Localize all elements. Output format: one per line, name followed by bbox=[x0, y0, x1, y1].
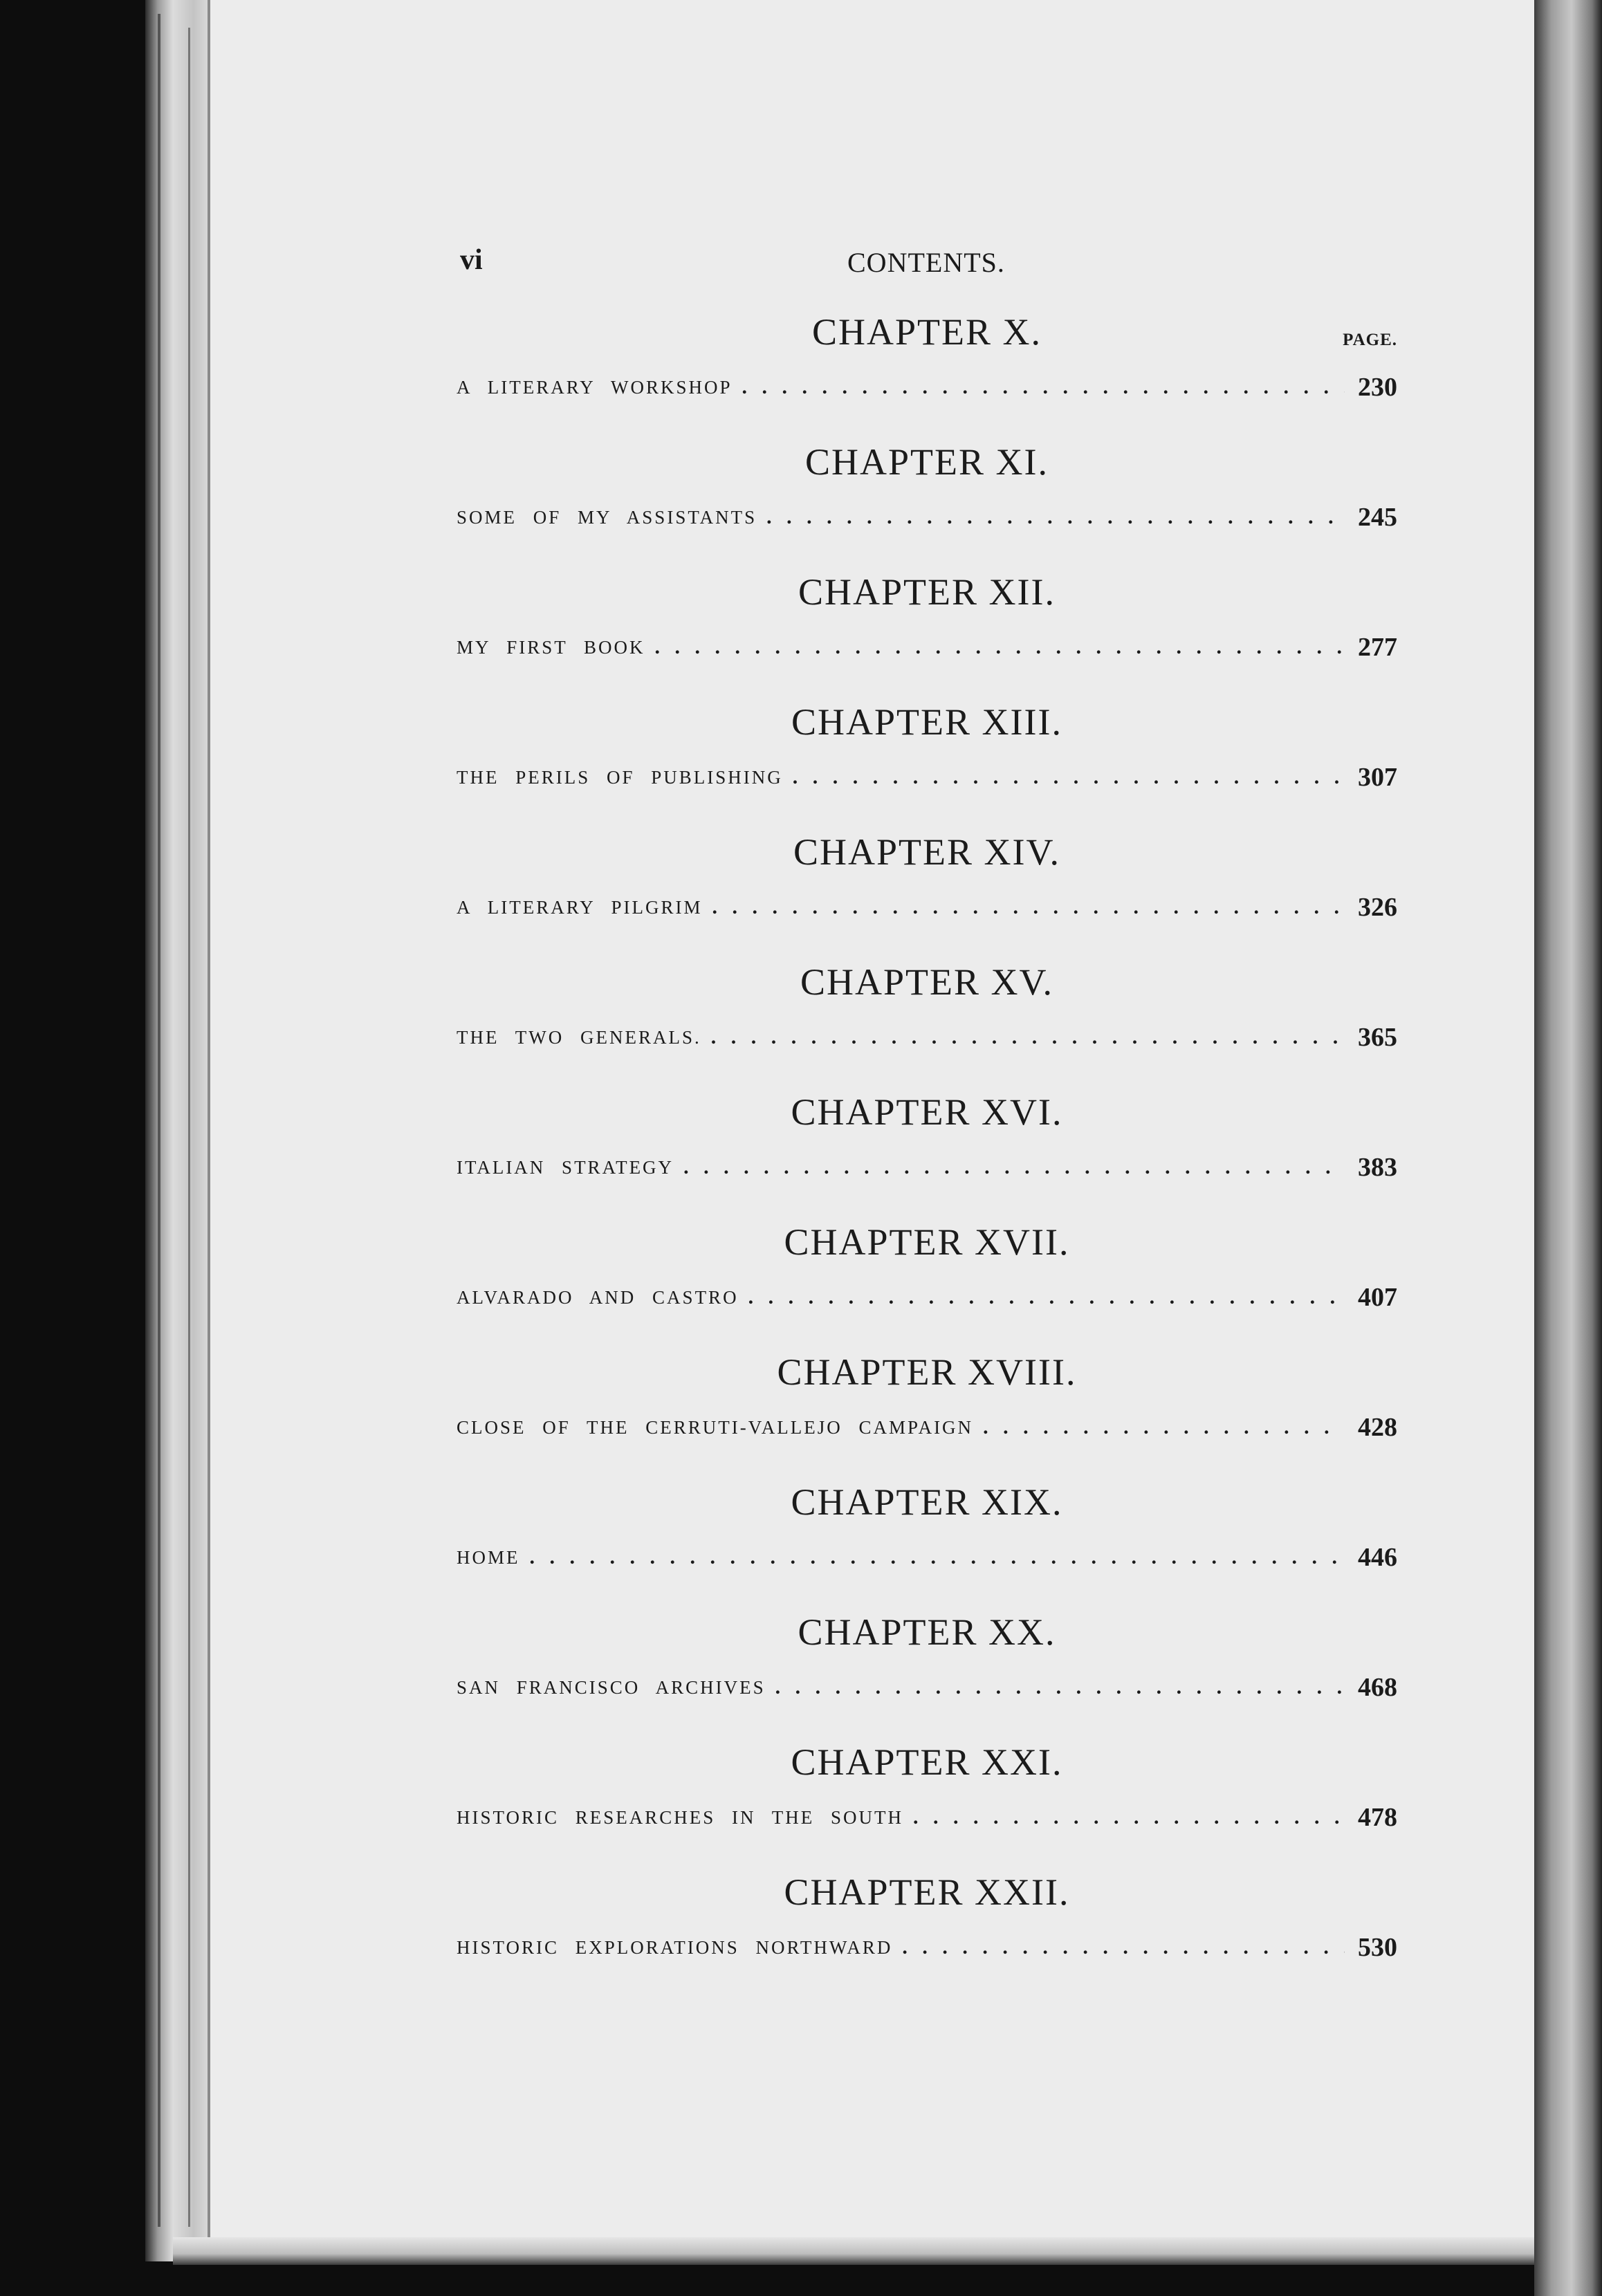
chapter-title: ITALIAN STRATEGY bbox=[457, 1157, 674, 1178]
toc-entry bbox=[457, 1408, 1397, 1441]
dot-leader bbox=[748, 1284, 1345, 1311]
dot-leader bbox=[913, 1804, 1345, 1831]
page-bottom-edge bbox=[173, 2237, 1536, 2265]
dot-leader bbox=[793, 763, 1345, 791]
toc-chapter-block bbox=[457, 954, 1397, 1084]
chapter-heading: CHAPTER XIX. bbox=[791, 1481, 1063, 1523]
chapter-page-number: 307 bbox=[1358, 763, 1397, 792]
chapter-page-number: 428 bbox=[1358, 1413, 1397, 1442]
chapter-title: MY FIRST BOOK bbox=[457, 637, 645, 658]
toc-entry bbox=[457, 498, 1397, 531]
book-gutter bbox=[1534, 0, 1602, 2296]
toc-entry bbox=[457, 1668, 1397, 1701]
chapter-title: ALVARADO AND CASTRO bbox=[457, 1287, 739, 1308]
chapter-title: THE PERILS OF PUBLISHING bbox=[457, 767, 783, 788]
chapter-page-number: 530 bbox=[1358, 1933, 1397, 1962]
dot-leader bbox=[775, 1674, 1345, 1701]
chapter-title: A LITERARY WORKSHOP bbox=[457, 377, 733, 398]
toc-entry bbox=[457, 888, 1397, 921]
toc-chapter-block bbox=[457, 824, 1397, 954]
chapter-heading: CHAPTER XIV. bbox=[793, 831, 1061, 873]
table-of-contents bbox=[457, 304, 1397, 1994]
toc-entry bbox=[457, 1798, 1397, 1831]
page-number: vi bbox=[460, 244, 483, 276]
chapter-title: HISTORIC RESEARCHES IN THE SOUTH bbox=[457, 1807, 904, 1828]
chapter-page-number: 383 bbox=[1358, 1153, 1397, 1182]
toc-chapter-block bbox=[457, 1734, 1397, 1864]
toc-entry bbox=[457, 1278, 1397, 1311]
chapter-title: SOME OF MY ASSISTANTS bbox=[457, 507, 757, 528]
chapter-page-number: 365 bbox=[1358, 1023, 1397, 1052]
toc-chapter-block bbox=[457, 564, 1397, 694]
toc-chapter-block bbox=[457, 1474, 1397, 1604]
chapter-page-number: 478 bbox=[1358, 1803, 1397, 1832]
chapter-heading: CHAPTER XXI. bbox=[791, 1741, 1063, 1783]
chapter-page-number: 326 bbox=[1358, 893, 1397, 922]
chapter-title: HOME bbox=[457, 1547, 520, 1568]
toc-chapter-block bbox=[457, 1344, 1397, 1474]
dot-leader bbox=[530, 1544, 1345, 1571]
dot-leader bbox=[712, 894, 1345, 921]
toc-entry bbox=[457, 1538, 1397, 1571]
toc-chapter-block bbox=[457, 1864, 1397, 1994]
page-header bbox=[460, 243, 1401, 285]
dot-leader bbox=[766, 503, 1345, 531]
chapter-title: CLOSE OF THE CERRUTI-VALLEJO CAMPAIGN bbox=[457, 1417, 974, 1438]
chapter-heading: CHAPTER XVII. bbox=[784, 1221, 1070, 1263]
page-column-label: PAGE. bbox=[1343, 331, 1397, 349]
scanned-book-left-edge bbox=[145, 0, 214, 2261]
running-head: CONTENTS. bbox=[847, 247, 1005, 278]
dot-leader bbox=[742, 373, 1345, 401]
dot-leader bbox=[902, 1934, 1345, 1961]
toc-entry bbox=[457, 1148, 1397, 1181]
chapter-heading: CHAPTER X. bbox=[811, 311, 1042, 353]
dot-leader bbox=[711, 1024, 1345, 1051]
toc-chapter-block bbox=[457, 1604, 1397, 1734]
chapter-page-number: 407 bbox=[1358, 1283, 1397, 1312]
toc-chapter-block bbox=[457, 1084, 1397, 1214]
chapter-heading: CHAPTER XV. bbox=[800, 961, 1054, 1003]
chapter-heading: CHAPTER XII. bbox=[798, 571, 1056, 613]
chapter-title: HISTORIC EXPLORATIONS NORTHWARD bbox=[457, 1937, 893, 1958]
chapter-page-number: 468 bbox=[1358, 1673, 1397, 1702]
chapter-heading: CHAPTER XVIII. bbox=[777, 1351, 1077, 1393]
chapter-heading: CHAPTER XXII. bbox=[784, 1871, 1070, 1913]
toc-entry bbox=[457, 628, 1397, 661]
toc-chapter-block bbox=[457, 694, 1397, 824]
toc-chapter-block bbox=[457, 434, 1397, 564]
chapter-heading: CHAPTER XI. bbox=[804, 441, 1049, 483]
chapter-title: SAN FRANCISCO ARCHIVES bbox=[457, 1677, 766, 1698]
toc-entry bbox=[457, 758, 1397, 791]
chapter-title: A LITERARY PILGRIM bbox=[457, 897, 703, 918]
toc-chapter-block bbox=[457, 304, 1397, 434]
dot-leader bbox=[683, 1154, 1345, 1181]
chapter-page-number: 245 bbox=[1358, 503, 1397, 532]
chapter-heading: CHAPTER XIII. bbox=[791, 701, 1062, 743]
chapter-page-number: 277 bbox=[1358, 633, 1397, 662]
chapter-title: THE TWO GENERALS. bbox=[457, 1027, 701, 1048]
chapter-page-number: 446 bbox=[1358, 1543, 1397, 1572]
chapter-heading: CHAPTER XVI. bbox=[791, 1091, 1063, 1133]
toc-entry bbox=[457, 1018, 1397, 1051]
dot-leader bbox=[655, 633, 1345, 661]
toc-entry bbox=[457, 1928, 1397, 1961]
dot-leader bbox=[983, 1414, 1345, 1441]
chapter-heading: CHAPTER XX. bbox=[798, 1611, 1056, 1653]
toc-chapter-block bbox=[457, 1214, 1397, 1344]
chapter-page-number: 230 bbox=[1358, 373, 1397, 402]
toc-entry bbox=[457, 368, 1397, 401]
